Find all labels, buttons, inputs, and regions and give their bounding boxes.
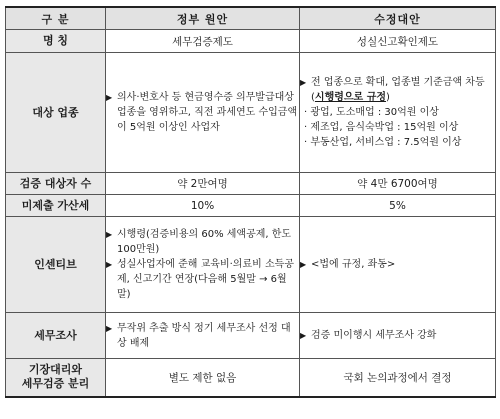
separation-gov: 별도 제한 없음 xyxy=(106,359,300,397)
row-label-separation xyxy=(6,359,106,397)
count-gov: 약 2만여명 xyxy=(106,173,300,195)
row-label-incentive: 인센티브 xyxy=(6,217,106,313)
target-alt xyxy=(300,53,496,173)
row-target xyxy=(6,53,496,173)
target-gov-text: 의사·변호사 등 현금영수증 의무발급대상 업종을 영위하고, 직전 과세연도 수입금액이 5억원 이상인 사업자 xyxy=(117,92,298,133)
bullet-arrow-icon: ▶ xyxy=(300,260,307,269)
header-revised-plan: 수정대안 xyxy=(300,7,496,30)
row-label-penalty: 미제출 가산세 xyxy=(6,195,106,217)
penalty-alt: 5% xyxy=(300,195,496,217)
bullet-arrow-icon: ▶ xyxy=(106,230,113,239)
separation-label-line-1: 기장대리와 xyxy=(28,363,83,377)
penalty-gov: 10% xyxy=(106,195,300,217)
separation-label-line-2: 세무검증 분리 xyxy=(21,377,90,391)
row-separation xyxy=(6,359,496,397)
incentive-gov-item-1: 시행령(검증비용의 60% 세액공제, 한도 100만원) xyxy=(117,229,292,255)
row-name xyxy=(6,30,496,53)
list-item xyxy=(106,257,299,302)
count-alt: 약 4만 6700여명 xyxy=(300,173,496,195)
sub-item: · 광업, 도소매업 : 30억원 이상 xyxy=(304,107,439,118)
row-incentive xyxy=(6,217,496,313)
audit-alt xyxy=(300,313,496,359)
list-item xyxy=(106,227,299,257)
audit-gov-text: 무작위 추출 방식 정기 세무조사 선정 대상 배제 xyxy=(117,322,291,349)
header-government-plan: 정부 원안 xyxy=(106,7,300,30)
audit-alt-text: 검증 미이행시 세무조사 강화 xyxy=(311,330,437,341)
comparison-table xyxy=(5,6,496,398)
sub-item: · 제조업, 음식숙박업 : 15억원 이상 xyxy=(304,122,459,133)
audit-gov xyxy=(106,313,300,359)
incentive-gov xyxy=(106,217,300,313)
row-label-name: 명 칭 xyxy=(6,30,106,53)
comparison-table-wrapper xyxy=(5,6,495,398)
row-count xyxy=(6,173,496,195)
bullet-arrow-icon: ▶ xyxy=(300,78,307,87)
bullet-arrow-icon: ▶ xyxy=(106,93,113,102)
incentive-gov-item-2: 성실사업자에 준해 교육비·의료비 소득공제, 신고기간 연장(다음해 5월말 → 6월말) xyxy=(117,259,294,300)
target-gov xyxy=(106,53,300,173)
target-alt-emphasis: 시행령으로 규정 xyxy=(314,92,387,103)
list-item xyxy=(300,257,495,272)
sub-item: · 부동산업, 서비스업 : 7.5억원 이상 xyxy=(304,137,462,148)
target-alt-post: ) xyxy=(386,92,390,103)
row-label-audit: 세무조사 xyxy=(6,313,106,359)
incentive-alt xyxy=(300,217,496,313)
header-category: 구 분 xyxy=(6,7,106,30)
bullet-arrow-icon: ▶ xyxy=(300,331,307,340)
list-item xyxy=(300,328,495,343)
list-item xyxy=(106,90,299,135)
header-row xyxy=(6,7,496,30)
row-label-count: 검증 대상자 수 xyxy=(6,173,106,195)
list-item xyxy=(300,75,495,105)
name-gov: 세무검증제도 xyxy=(106,30,300,53)
separation-alt: 국회 논의과정에서 결정 xyxy=(300,359,496,397)
row-audit xyxy=(6,313,496,359)
name-alt: 성실신고확인제도 xyxy=(300,30,496,53)
target-alt-text xyxy=(311,75,495,105)
row-penalty xyxy=(6,195,496,217)
target-alt-pre: 전 업종으로 확대, 업종별 기준금액 차등( xyxy=(311,77,485,103)
list-item xyxy=(106,321,299,351)
bullet-arrow-icon: ▶ xyxy=(106,260,113,269)
bullet-arrow-icon: ▶ xyxy=(106,323,113,333)
row-label-target: 대상 업종 xyxy=(6,53,106,173)
incentive-alt-text: <법에 규정, 좌동> xyxy=(311,259,396,270)
